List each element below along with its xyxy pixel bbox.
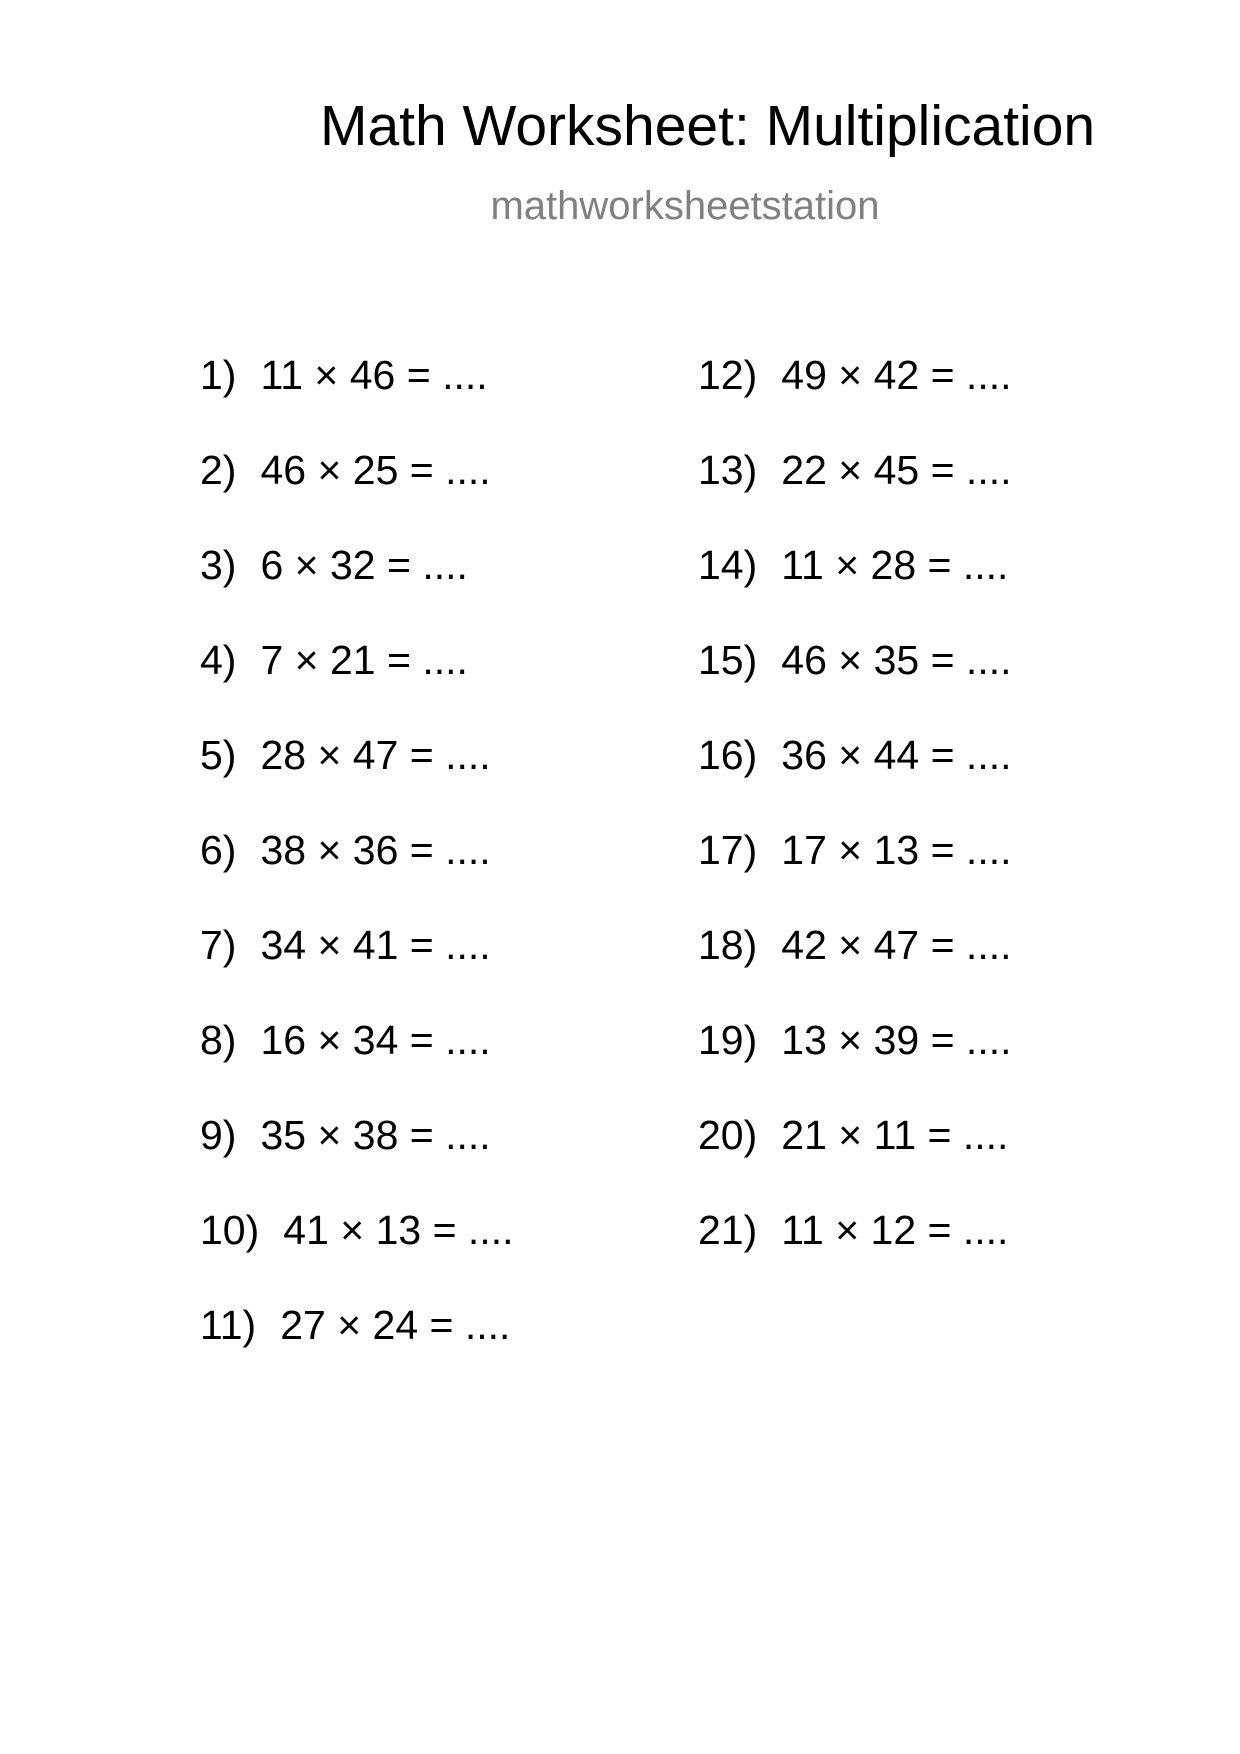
- problem-number: 15): [698, 637, 758, 683]
- problem-expression: 28 × 47 = ....: [260, 732, 491, 778]
- problem-expression: 11 × 28 = ....: [781, 542, 1009, 588]
- problem-expression: 16 × 34 = ....: [260, 1017, 491, 1063]
- problem-number: 8): [200, 1017, 237, 1063]
- problem-number: 1): [200, 352, 237, 398]
- problem-item: [200, 1302, 514, 1400]
- problem-expression: 13 × 39 = ....: [781, 1017, 1012, 1063]
- problem-number: 3): [200, 542, 237, 588]
- problem-number: 9): [200, 1112, 237, 1158]
- problem-item: [200, 732, 514, 830]
- problem-expression: 11 × 46 = ....: [260, 352, 488, 398]
- problem-expression: 11 × 12 = ....: [781, 1207, 1009, 1253]
- problem-expression: 34 × 41 = ....: [260, 922, 491, 968]
- problem-item: [698, 827, 1012, 925]
- problem-number: 12): [698, 352, 758, 398]
- problem-number: 16): [698, 732, 758, 778]
- problem-item: [698, 352, 1012, 450]
- problem-expression: 42 × 47 = ....: [781, 922, 1012, 968]
- problem-number: 19): [698, 1017, 758, 1063]
- worksheet-subtitle: mathworksheetstation: [490, 184, 880, 228]
- problem-item: [200, 1207, 514, 1305]
- problem-number: 2): [200, 447, 237, 493]
- problem-expression: 49 × 42 = ....: [781, 352, 1012, 398]
- problem-item: [200, 1017, 514, 1115]
- problem-item: [200, 542, 514, 640]
- problem-number: 21): [698, 1207, 758, 1253]
- problem-expression: 46 × 35 = ....: [781, 637, 1012, 683]
- problem-expression: 27 × 24 = ....: [280, 1302, 511, 1348]
- problem-item: [698, 542, 1012, 640]
- problem-item: [698, 447, 1012, 545]
- problem-expression: 36 × 44 = ....: [781, 732, 1012, 778]
- worksheet-title: Math Worksheet: Multiplication: [320, 94, 1096, 158]
- problem-expression: 6 × 32 = ....: [260, 542, 468, 588]
- problem-number: 18): [698, 922, 758, 968]
- problem-expression: 21 × 11 = ....: [781, 1112, 1009, 1158]
- problem-number: 4): [200, 637, 237, 683]
- problem-item: [698, 1207, 1012, 1305]
- problem-number: 5): [200, 732, 237, 778]
- problem-item: [698, 637, 1012, 735]
- problems-column-right: [698, 352, 1012, 1305]
- problem-expression: 7 × 21 = ....: [260, 637, 468, 683]
- problem-item: [200, 1112, 514, 1210]
- problem-item: [200, 447, 514, 545]
- problem-item: [698, 922, 1012, 1020]
- problem-number: 14): [698, 542, 758, 588]
- problem-expression: 41 × 13 = ....: [283, 1207, 514, 1253]
- problem-expression: 17 × 13 = ....: [781, 827, 1012, 873]
- problem-expression: 46 × 25 = ....: [260, 447, 491, 493]
- problem-item: [200, 827, 514, 925]
- problems-column-left: [200, 352, 514, 1400]
- problem-expression: 38 × 36 = ....: [260, 827, 491, 873]
- problem-number: 10): [200, 1207, 260, 1253]
- problem-number: 17): [698, 827, 758, 873]
- problem-item: [698, 1112, 1012, 1210]
- problem-expression: 35 × 38 = ....: [260, 1112, 491, 1158]
- problem-number: 13): [698, 447, 758, 493]
- problem-number: 11): [200, 1302, 257, 1348]
- problem-item: [698, 732, 1012, 830]
- problem-item: [200, 352, 514, 450]
- problem-expression: 22 × 45 = ....: [781, 447, 1012, 493]
- problem-number: 7): [200, 922, 237, 968]
- problem-number: 6): [200, 827, 237, 873]
- problem-item: [200, 637, 514, 735]
- problem-number: 20): [698, 1112, 758, 1158]
- problem-item: [698, 1017, 1012, 1115]
- problem-item: [200, 922, 514, 1020]
